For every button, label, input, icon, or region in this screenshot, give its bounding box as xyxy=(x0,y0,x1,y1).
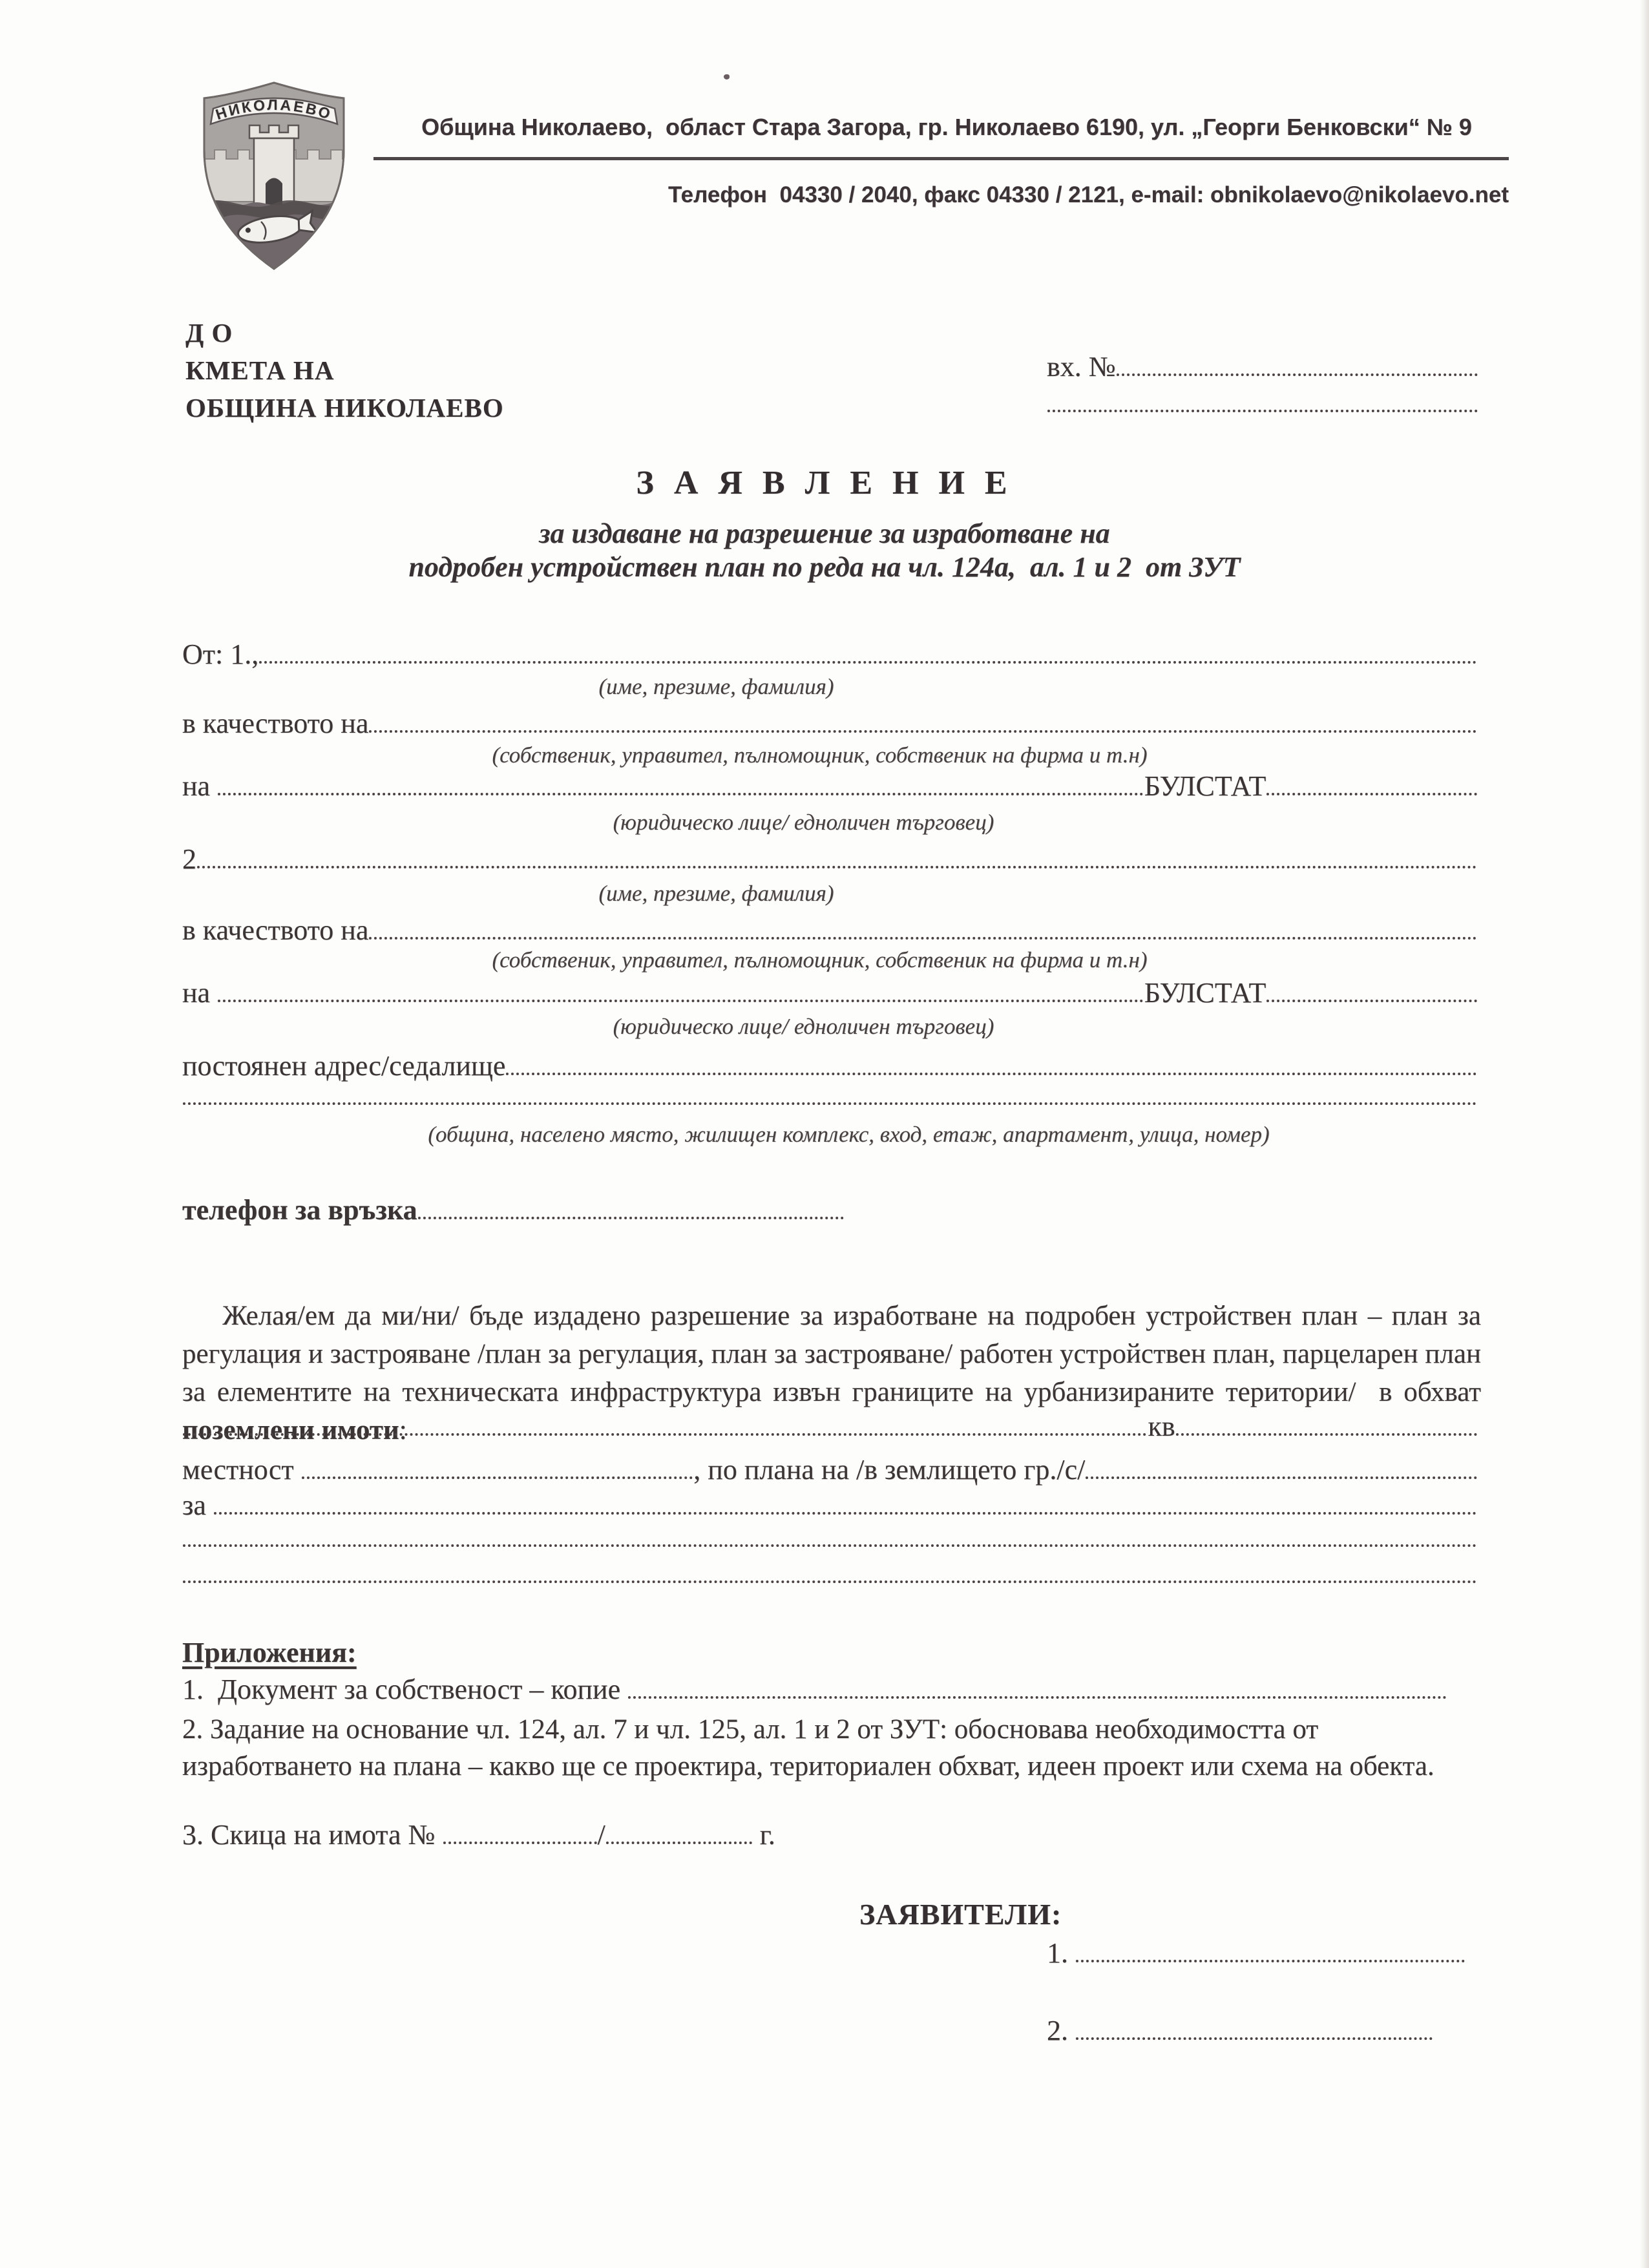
applicant1-name-blank xyxy=(259,661,1477,664)
name-caption-2: (име, презиме, фамилия) xyxy=(598,881,834,906)
applicant2-name-row xyxy=(182,841,1478,875)
incoming-number-blank xyxy=(1117,373,1478,376)
address-continuation-row xyxy=(182,1078,1478,1111)
incoming-number-label: вх. № xyxy=(1047,351,1116,383)
purpose-blank xyxy=(214,1512,1477,1515)
applicant1-capacity-blank xyxy=(369,730,1477,733)
municipal-coat-of-arms xyxy=(186,72,362,278)
applicant2-name-blank xyxy=(197,866,1477,868)
permanent-address-row xyxy=(182,1048,1478,1082)
signature-2-blank xyxy=(1076,2037,1433,2040)
address-caption: (община, населено място, жилищен комплекс, вход, етаж, апартамент, улица, номер) xyxy=(428,1122,1270,1147)
purpose-continuation-row-1 xyxy=(182,1520,1478,1553)
applicant2-capacity-blank xyxy=(369,937,1477,940)
applicant1-name-label: От: 1., xyxy=(182,638,259,670)
addressee-to: Д О xyxy=(185,318,233,348)
applicant1-capacity-row xyxy=(182,706,1478,739)
applicant1-bulstat-label: БУЛСТАТ xyxy=(1144,770,1266,802)
purpose-continuation-blank-1 xyxy=(183,1544,1477,1547)
sketch-slash: / xyxy=(597,1819,605,1851)
applicant1-company-label: на xyxy=(182,770,218,802)
emblem-town-name: НИКОЛАЕВО xyxy=(213,96,335,123)
addressee-block xyxy=(185,314,504,426)
entity-caption-2: (юридическо лице/ едноличен търговец) xyxy=(613,1014,994,1039)
applicant1-company-blank xyxy=(218,793,1144,795)
attachment-item-3 xyxy=(182,1817,906,1851)
address-continuation-blank xyxy=(183,1102,1477,1105)
attachments-heading: Приложения: xyxy=(182,1637,357,1668)
settlement-blank xyxy=(1086,1476,1477,1479)
applicant1-capacity-label: в качеството на xyxy=(182,708,369,739)
document-subtitle-2: подробен устройствен план по реда на чл. 124а, ал. 1 и 2 от ЗУТ xyxy=(408,551,1241,583)
plan-of-label: , по плана на /в землището гр./с/ xyxy=(693,1454,1086,1486)
sketch-year-blank xyxy=(606,1842,752,1844)
signature-2-label: 2. xyxy=(1047,2015,1075,2046)
signature-row-1 xyxy=(1047,1935,1465,1969)
letterhead-address-line: Община Николаево, област Стара Загора, гр. Николаево 6190, ул. „Георги Бенковски“ № 9 xyxy=(421,114,1472,140)
permanent-address-label: постоянен адрес/седалище xyxy=(182,1050,506,1082)
kv-blank xyxy=(1176,1433,1477,1436)
attachment-item-1 xyxy=(182,1672,1447,1705)
addressee-municipality: ОБЩИНА НИКОЛАЕВО xyxy=(185,393,504,423)
contact-phone-label: телефон за връзка xyxy=(182,1194,417,1226)
applicant2-bulstat-blank xyxy=(1266,1000,1477,1002)
permanent-address-blank xyxy=(506,1073,1477,1075)
contact-phone-blank xyxy=(418,1217,844,1219)
purpose-continuation-row-2 xyxy=(182,1556,1478,1590)
scan-speck-artifact xyxy=(724,74,730,79)
request-scope-bold: поземлени имоти xyxy=(182,1415,399,1445)
castle-tower xyxy=(249,125,299,213)
contact-phone-row xyxy=(182,1192,845,1226)
locality-label: местност xyxy=(182,1454,301,1486)
property-list-blank xyxy=(183,1433,1147,1436)
document-subtitle-1: за издаване на разрешение за изработване на xyxy=(539,518,1110,549)
addressee-mayor: КМЕТА НА xyxy=(185,355,335,385)
applicant2-company-label: на xyxy=(182,977,218,1009)
incoming-date-blank xyxy=(1047,410,1478,412)
attachment-item-2: 2. Задание на основание чл. 124, ал. 7 и чл. 125, ал. 1 и 2 от ЗУТ: обосновава необходимостта от изработването на плана – какво ще се проектира, териториален обхват, идеен проект или схема на обекта. xyxy=(182,1714,1434,1781)
request-text: Желая/ем да ми/ни/ бъде издадено разрешение за изработване на подробен устройствен план – план за регулация и застрояване /план за регулация, план за застрояване/ работен устройствен план, парцеларен план за елементите на техническата инфраструктура извън границите на урбанизираните територии/ в обхват xyxy=(182,1301,1488,1407)
applicant1-company-row xyxy=(182,768,1478,802)
letterhead-divider-line xyxy=(373,157,1509,160)
kv-label: кв xyxy=(1148,1411,1175,1442)
capacity-caption-2: (собственик, управител, пълномощник, собственик на фирма и т.н) xyxy=(492,947,1148,972)
signature-1-label: 1. xyxy=(1047,1937,1075,1969)
applicant2-bulstat-label: БУЛСТАТ xyxy=(1144,977,1266,1009)
incoming-number-row xyxy=(1047,349,1478,383)
purpose-continuation-blank-2 xyxy=(183,1580,1477,1583)
sketch-year-suffix: г. xyxy=(752,1819,775,1851)
applicant2-company-blank xyxy=(218,1000,1144,1002)
applicant2-company-row xyxy=(182,975,1478,1009)
signature-row-2 xyxy=(1047,2013,1433,2046)
locality-blank xyxy=(302,1476,693,1479)
signatures-heading: ЗАЯВИТЕЛИ: xyxy=(859,1898,1062,1931)
applicant2-capacity-row xyxy=(182,912,1478,946)
signature-1-blank xyxy=(1076,1960,1465,1962)
attachment-3-label: 3. Скица на имота № xyxy=(182,1819,443,1851)
applicant2-capacity-label: в качеството на xyxy=(182,914,369,946)
applicant2-name-label: 2 xyxy=(182,843,196,875)
sketch-number-blank xyxy=(443,1842,597,1844)
attachment-1-label: 1. Документ за собственост – копие xyxy=(182,1674,628,1705)
purpose-label: за xyxy=(182,1489,213,1521)
name-caption: (име, презиме, фамилия) xyxy=(598,674,834,699)
property-kv-row xyxy=(182,1409,1478,1442)
applicant1-name-row xyxy=(182,636,1478,670)
scan-edge-shadow xyxy=(1640,0,1649,2268)
locality-row xyxy=(182,1452,1478,1486)
capacity-caption: (собственик, управител, пълномощник, собственик на фирма и т.н) xyxy=(492,742,1148,768)
document-title: З А Я В Л Е Н И Е xyxy=(636,465,1013,501)
letterhead-contact-line: Телефон 04330 / 2040, факс 04330 / 2121, e-mail: obnikolaevo@nikolaevo.net xyxy=(668,182,1509,207)
attachment-1-blank xyxy=(628,1696,1447,1699)
request-colon: : xyxy=(399,1415,407,1445)
purpose-row xyxy=(182,1487,1478,1521)
applicant1-bulstat-blank xyxy=(1266,793,1477,795)
entity-caption: (юридическо лице/ едноличен търговец) xyxy=(613,810,994,835)
incoming-date-row xyxy=(1047,385,1478,419)
